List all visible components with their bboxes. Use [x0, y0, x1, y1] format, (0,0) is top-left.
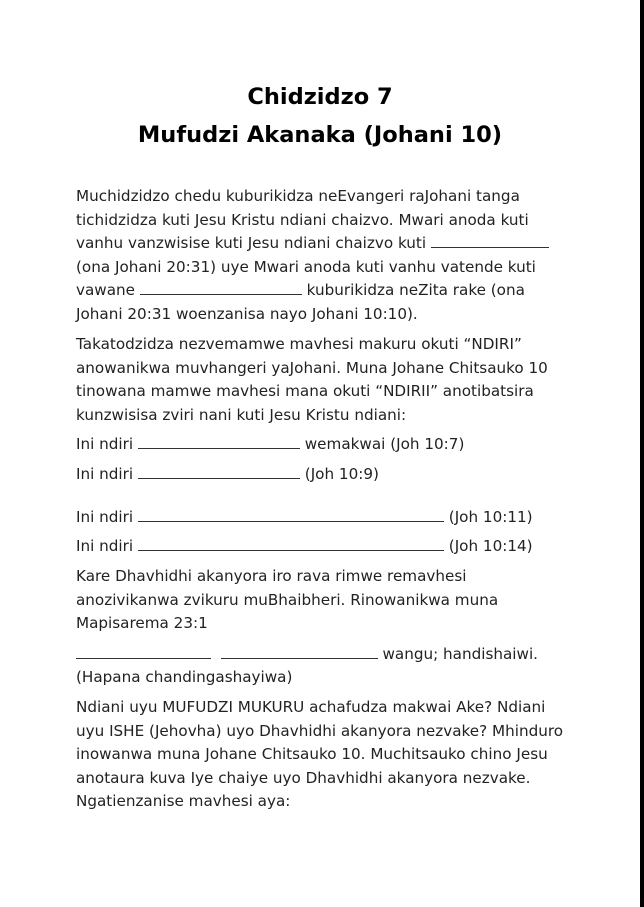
answer-blank[interactable]	[431, 234, 549, 248]
text-line: (Hapana chandingashayiwa)	[76, 668, 293, 686]
fill-prefix: Ini ndiri	[76, 465, 134, 483]
text-line: Kare Dhavhidhi akanyora iro rava rimwe remavhesi	[76, 567, 467, 585]
fill-suffix: (Joh 10:11)	[448, 508, 533, 526]
text-segment: vawane	[76, 281, 135, 299]
text-line: Muchidzidzo chedu kuburikidza neEvangeri raJohani tanga	[76, 187, 520, 205]
text-line: Johani 20:31 woenzanisa nayo Johani 10:10).	[76, 304, 418, 323]
fill-suffix: wemakwai (Joh 10:7)	[304, 435, 465, 453]
page-edge-border	[640, 0, 644, 907]
text-line	[76, 643, 566, 667]
lesson-subtitle: Mufudzi Akanaka (Johani 10)	[137, 122, 503, 148]
text-line: tichidzidza kuti Jesu Kristu ndiani chaizvo. Mwari anoda kuti	[76, 210, 529, 229]
fill-line-2	[76, 463, 379, 487]
ndiri-paragraph	[76, 333, 566, 427]
text-line: Mapisarema 23:1	[76, 614, 208, 632]
text-line	[76, 232, 566, 256]
text-segment: vanhu vanzwisise kuti Jesu ndiani chaizvo kuti	[76, 234, 427, 252]
answer-blank[interactable]	[138, 435, 300, 449]
text-line	[76, 279, 566, 303]
text-line: inowanwa muna Johane Chitsauko 10. Muchitsauko chino Jesu	[76, 745, 548, 763]
text-line: anozivikanwa zvikuru muBhaibheri. Rinowanikwa muna	[76, 590, 499, 609]
text-segment: kuburikidza neZita rake (ona	[306, 281, 525, 299]
text-line: anowanikwa muvhangeri yaJohani. Muna Johane Chitsauko 10	[76, 358, 548, 377]
text-line: Ndiani uyu MUFUDZI MUKURU achafudza makwai Ake? Ndiani	[76, 698, 546, 716]
fill-suffix: (Joh 10:9)	[304, 465, 379, 483]
answer-blank[interactable]	[76, 645, 211, 659]
fill-line-1	[76, 433, 464, 457]
text-line: (ona Johani 20:31) uye Mwari anoda kuti vanhu vatende kuti	[76, 257, 536, 276]
fill-suffix: (Joh 10:14)	[448, 537, 533, 555]
intro-paragraph	[76, 185, 566, 326]
lesson-title	[0, 78, 640, 154]
text-line: Takatodzidza nezvemamwe mavhesi makuru okuti “NDIRI”	[76, 335, 522, 353]
shepherd-paragraph	[76, 696, 566, 814]
psalm-paragraph	[76, 565, 566, 690]
answer-blank[interactable]	[138, 465, 300, 479]
fill-prefix: Ini ndiri	[76, 435, 134, 453]
answer-blank[interactable]	[221, 645, 378, 659]
text-line: Ngatienzanise mavhesi aya:	[76, 792, 291, 810]
text-line: anotaura kuva Iye chaiye uyo Dhavhidhi akanyora nezvake.	[76, 768, 531, 787]
text-line: uyu ISHE (Jehovha) uyo Dhavhidhi akanyora nezvake? Mhinduro	[76, 721, 564, 740]
text-line: kunzwisisa zviri nani kuti Jesu Kristu ndiani:	[76, 405, 407, 424]
fill-line-3	[76, 506, 533, 530]
answer-blank[interactable]	[138, 537, 444, 551]
answer-blank[interactable]	[138, 508, 444, 522]
answer-blank[interactable]	[140, 281, 302, 295]
text-segment: wangu; handishaiwi.	[382, 644, 539, 663]
fill-line-4	[76, 535, 533, 559]
text-line: tinowana mamwe mavhesi mana okuti “NDIRII” anotibatsira	[76, 382, 534, 400]
fill-prefix: Ini ndiri	[76, 537, 134, 555]
fill-prefix: Ini ndiri	[76, 508, 134, 526]
lesson-number: Chidzidzo 7	[247, 84, 393, 110]
